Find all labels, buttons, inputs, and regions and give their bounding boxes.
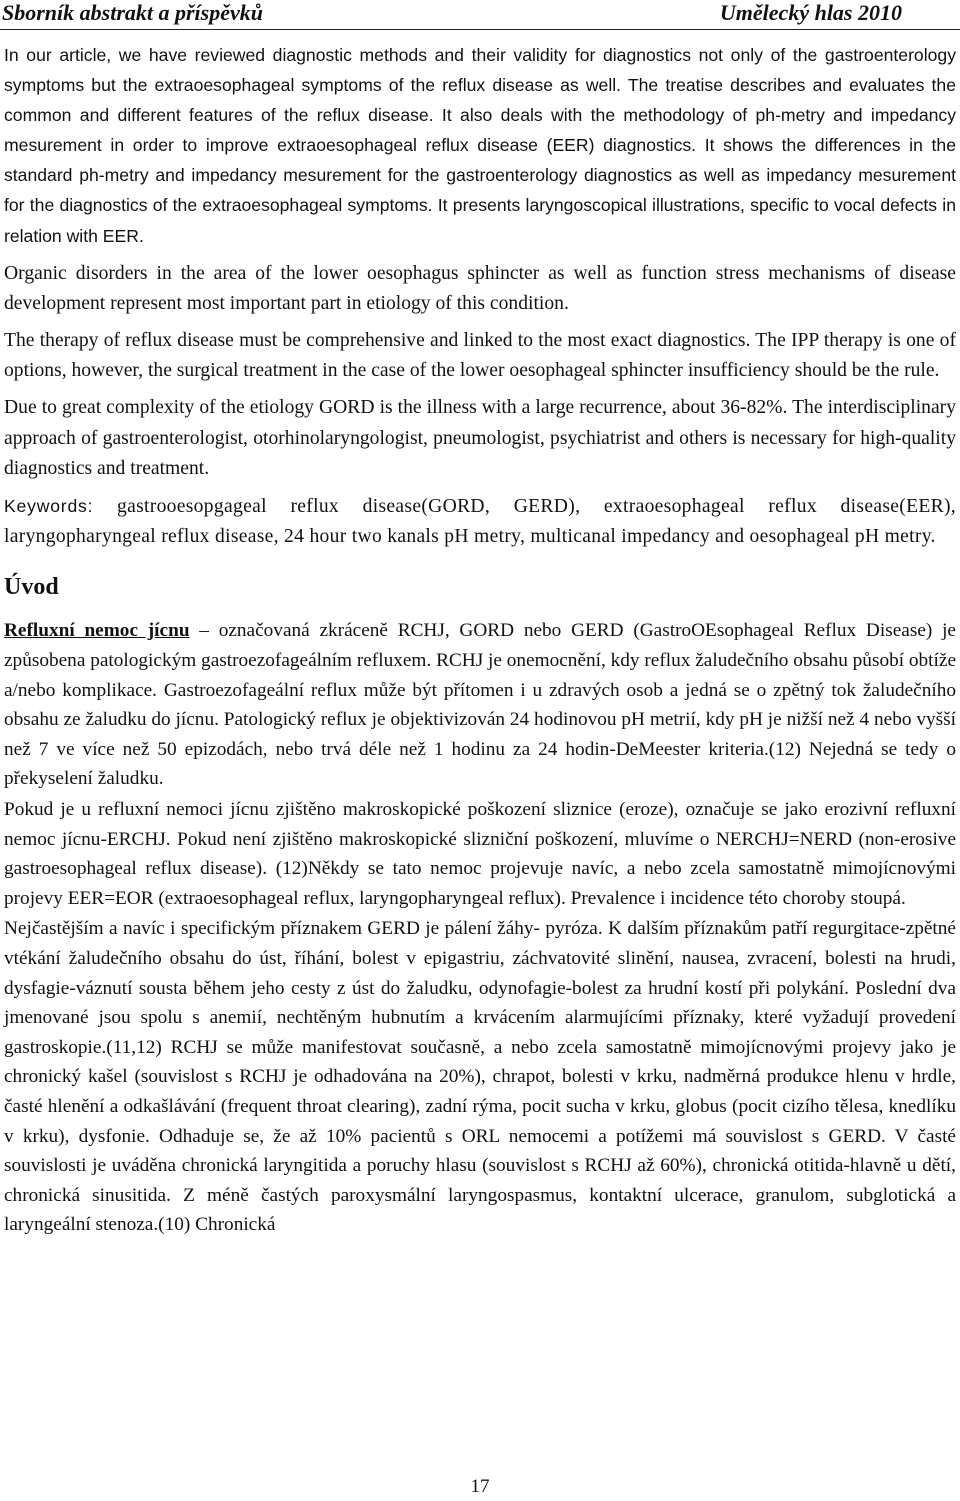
- body-paragraph: Nejčastějším a navíc i specifickým příznakem GERD je pálení žáhy- pyróza. K dalším příznakům patří regurgitace-zpětné vtékání žaludečního obsahu do úst, říhání, bolest v epigastriu, záchvatovité slinění, nausea, zvracení, bolesti na hrudi, dysfagie-váznutí sousta během jeho cesty z úst do žaludku, odynofagie-bolest za hrudní kostí při polykání. Poslední dva jmenované jsou spolu s anemií, nechtěným hubnutím a krvácením alarmujícími příznaky, které vyžadují provedení gastroskopie.(11,12) RCHJ se může manifestovat současně, a nebo zcela samostatně mimojícnovými projevy jako je chronický kašel (souvislost s RCHJ je odhadována na 20%), chrapot, bolesti v krku, nadměrná produkce hlenu v hrdle, časté hlenění a odkašlávání (frequent throat clearing), zadní rýma, pocit sucha v krku, globus (pocit cizího tělesa, knedlíku v krku), dysfonie. Odhaduje se, že až 10% pacientů s ORL nemocemi a potížemi má souvislost s GERD. V časté souvislosti je uváděna chronická laryngitida a poruchy hlasu (souvislost s RCHJ až 60%), chronická otitida-hlavně u dětí, chronická sinusitida. Z méně častých paroxysmální laryngospasmus, kontaktní ulcerace, granulom, subglotická a laryngeální stenoza.(10) Chronická: [4, 918, 956, 1236]
- intro-definition: – označovaná zkráceně RCHJ, GORD nebo GERD (GastroOEsophageal Reflux Disease) je způsobena patologickým gastroezofageálním refluxem. RCHJ je onemocnění, kdy reflux žaludečního obsahu působí obtíže a/nebo komplikace. Gastroezofageální reflux může být přítomen i u zdravých osob a jedná se o zpětný tok žaludečního obsahu ze žaludku do jícnu. Patologický reflux je objektivizován 24 hodinovou pH metrií, kdy pH je nižší než 4 nebo vyšší než 7 ve více než 50 epizodách, nebo trvá déle než 1 hodinu za 24 hodin-DeMeester kriteria.(12) Nejedná se tedy o překyselení žaludku.: [4, 620, 957, 790]
- intro-term: Refluxní nemoc jícnu: [4, 620, 190, 642]
- page-number: 17: [470, 1476, 490, 1497]
- abstract-paragraph: Due to great complexity of the etiology GORD is the illness with a large recurrence, about 36-82%. The interdisciplinary approach of gastroenterologist, otorhinolaryngologist, pneumologist, psychiatrist and others is necessary for high-quality diagnostics and treatment.: [4, 397, 956, 479]
- keywords-text: gastrooesopgageal reflux disease(GORD, GERD), extraoesophageal reflux disease(EER), laryngopharyngeal reflux disease, 24 hour two kanals pH metry, multicanal impedancy and oesophageal pH metry.: [4, 496, 956, 548]
- intro-paragraph: [4, 616, 956, 794]
- abstract-paragraph: The therapy of reflux disease must be comprehensive and linked to the most exact diagnostics. The IPP therapy is one of options, however, the surgical treatment in the case of the lower oesophageal sphincter insufficiency should be the rule.: [4, 330, 956, 382]
- running-header: [0, 0, 960, 30]
- keywords-paragraph: [4, 491, 956, 552]
- abstract-paragraph: In our article, we have reviewed diagnostic methods and their validity for diagnostics not only of the gastroenterology symptoms but the extraoesophageal symptoms of the reflux disease as well. The treatise describes and evaluates the common and different features of the reflux disease. It also deals with the methodology of ph-metry and impedancy mesurement in order to improve extraoesophageal reflux disease (EER) diagnostics. It shows the differences in the standard ph-metry and impedancy mesurement for the gastroenterology diagnostics as well as impedancy mesurement for the diagnostics of the extraoesophageal symptoms. It presents laryngoscopical illustrations, specific to vocal defects in relation with EER.: [4, 45, 956, 246]
- section-title: Úvod: [4, 574, 59, 601]
- abstract-paragraph: Organic disorders in the area of the lower oesophagus sphincter as well as function stress mechanisms of disease development represent most important part in etiology of this condition.: [4, 262, 956, 314]
- body-paragraph: Pokud je u refluxní nemoci jícnu zjištěno makroskopické poškození sliznice (eroze), označuje se jako erozivní refluxní nemoc jícnu-ERCHJ. Pokud není zjištěno makroskopické slizniční poškození, mluvíme o NERCHJ=NERD (non-erosive gastroesophageal reflux disease). (12)Někdy se tato nemoc projevuje navíc, a nebo zcela samostatně mimojícnovými projevy EER=EOR (extraoesophageal reflux, laryngopharyngeal reflux). Prevalence i incidence této choroby stoupá.: [4, 799, 956, 909]
- header-rule: [0, 29, 960, 30]
- header-event-title: Umělecký hlas 2010: [719, 0, 902, 25]
- keywords-label: Keywords:: [4, 496, 94, 517]
- header-publication-title: Sborník abstrakt a příspěvků: [2, 0, 263, 25]
- page-content: [4, 40, 956, 1241]
